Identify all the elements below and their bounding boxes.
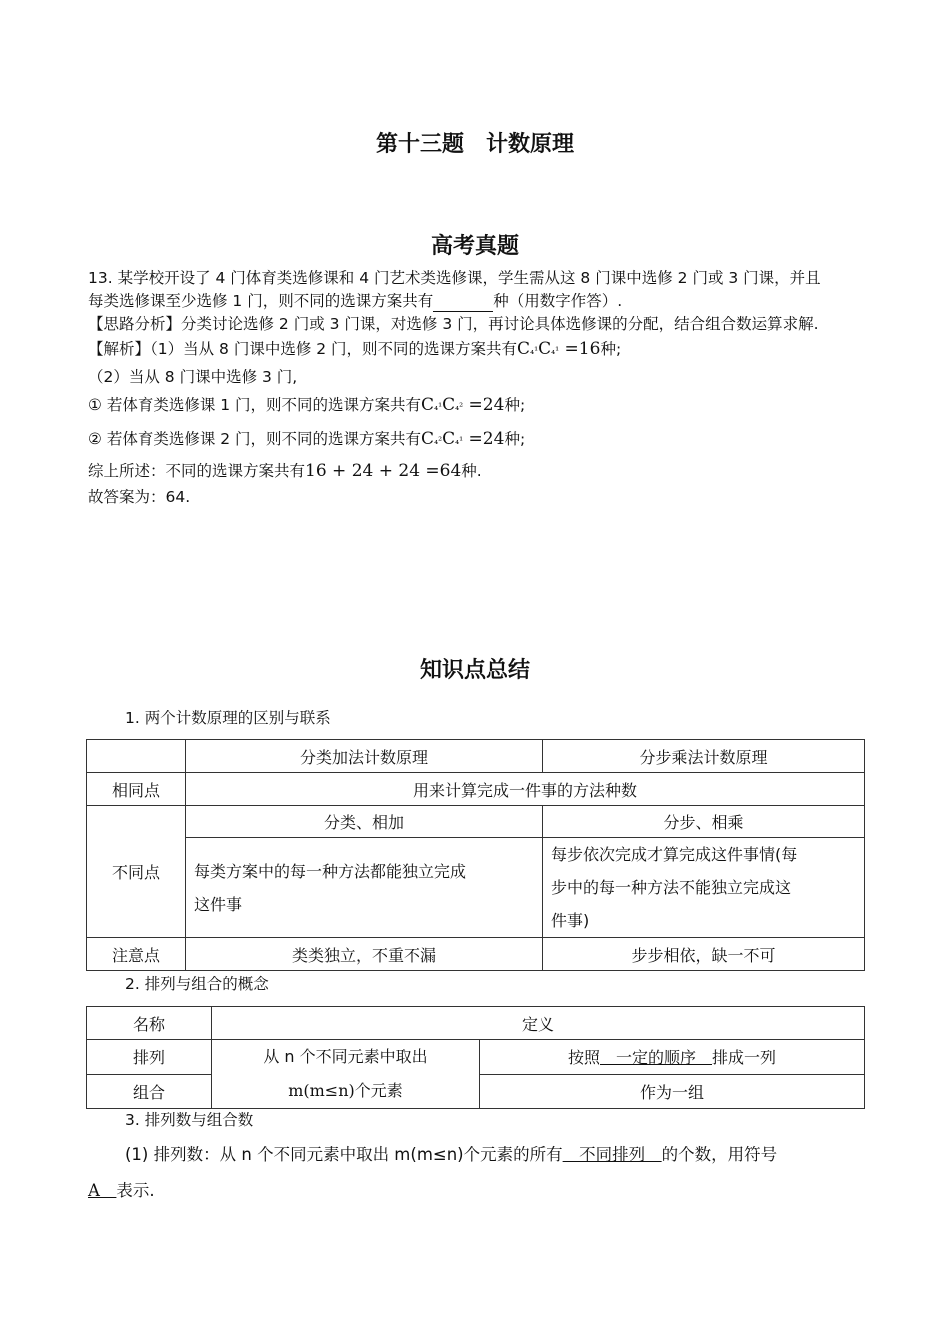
question-line-1: 13. 某学校开设了 4 门体育类选修课和 4 门艺术类选修课，学生需从这 8 门课中选修 2 门或 3 门课，并且 — [88, 269, 821, 287]
combination-definition: 作为一组 — [480, 1074, 865, 1109]
formula-c41-c41: C₄¹C₄¹ =16 — [517, 339, 601, 359]
k3-heading: 3. 排列数与组合数 — [125, 1111, 254, 1129]
note-addition: 类类独立，不重不漏 — [186, 938, 543, 971]
formula-sum: 16 + 24 + 24 =64 — [305, 461, 462, 481]
k2-heading: 2. 排列与组合的概念 — [125, 975, 269, 993]
formula-c41-c42: C₄¹C₄² =24 — [421, 395, 505, 415]
formula-c42-c41: C₄²C₄¹ =24 — [421, 429, 505, 449]
row-label-same: 相同点 — [87, 773, 186, 806]
solution-summary: 综上所述：不同的选课方案共有16 + 24 + 24 =64种. — [88, 461, 482, 481]
header-definition: 定义 — [212, 1007, 865, 1040]
diff-addition-short: 分类、相加 — [186, 806, 543, 838]
header-multiplication: 分步乘法计数原理 — [543, 740, 865, 773]
permutation-combination-table — [86, 1006, 865, 1109]
thinking-analysis: 【思路分析】分类讨论选修 2 门或 3 门课，对选修 3 门，再讨论具体选修课的分配，结合组合数运算求解. — [88, 315, 819, 333]
diff-multiplication-detail: 每步依次完成才算完成这件事情(每 步中的每一种方法不能独立完成这 件事) — [543, 838, 865, 938]
k3-line-1: (1) 排列数：从 n 个不同元素中取出 m(m≤n)个元素的所有 不同排列 的个数，用符号 — [125, 1145, 778, 1164]
k1-heading: 1. 两个计数原理的区别与联系 — [125, 709, 331, 727]
diff-multiplication-short: 分步、相乘 — [543, 806, 865, 838]
counting-principles-table — [86, 739, 865, 971]
solution-case-1: 【解析】（1）当从 8 门课中选修 2 门，则不同的选课方案共有C₄¹C₄¹ =16种; — [88, 339, 622, 359]
k3-line-2: A 表示. — [88, 1181, 155, 1200]
solution-case-2: （2）当从 8 门课中选修 3 门, — [88, 368, 298, 386]
header-name: 名称 — [87, 1007, 212, 1040]
page-title: 第十三题 计数原理 — [375, 132, 574, 157]
final-answer: 故答案为：64. — [88, 488, 191, 506]
section-title-knowledge: 知识点总结 — [419, 658, 530, 683]
row-label-note: 注意点 — [87, 938, 186, 971]
row-combination: 组合 — [87, 1074, 212, 1109]
question-line-2: 每类选修课至少选修 1 门，则不同的选课方案共有 种（用数字作答）. — [88, 292, 623, 310]
header-addition: 分类加法计数原理 — [186, 740, 543, 773]
note-multiplication: 步步相依，缺一不可 — [543, 938, 865, 971]
answer-blank — [433, 295, 493, 312]
solution-subcase-2: ② 若体育类选修课 2 门，则不同的选课方案共有C₄²C₄¹ =24种; — [88, 429, 526, 449]
permutation-definition: 按照 一定的顺序 排成一列 — [480, 1040, 865, 1075]
row-label-diff: 不同点 — [87, 806, 186, 938]
solution-subcase-1: ① 若体育类选修课 1 门，则不同的选课方案共有C₄¹C₄² =24种; — [88, 395, 526, 415]
row-permutation: 排列 — [87, 1040, 212, 1075]
section-title-exam: 高考真题 — [430, 234, 519, 259]
shared-definition: 从 n 个不同元素中取出 m(m≤n)个元素 — [212, 1040, 480, 1109]
diff-addition-detail: 每类方案中的每一种方法都能独立完成 这件事 — [186, 838, 543, 938]
same-point-value: 用来计算完成一件事的方法种数 — [186, 773, 865, 806]
